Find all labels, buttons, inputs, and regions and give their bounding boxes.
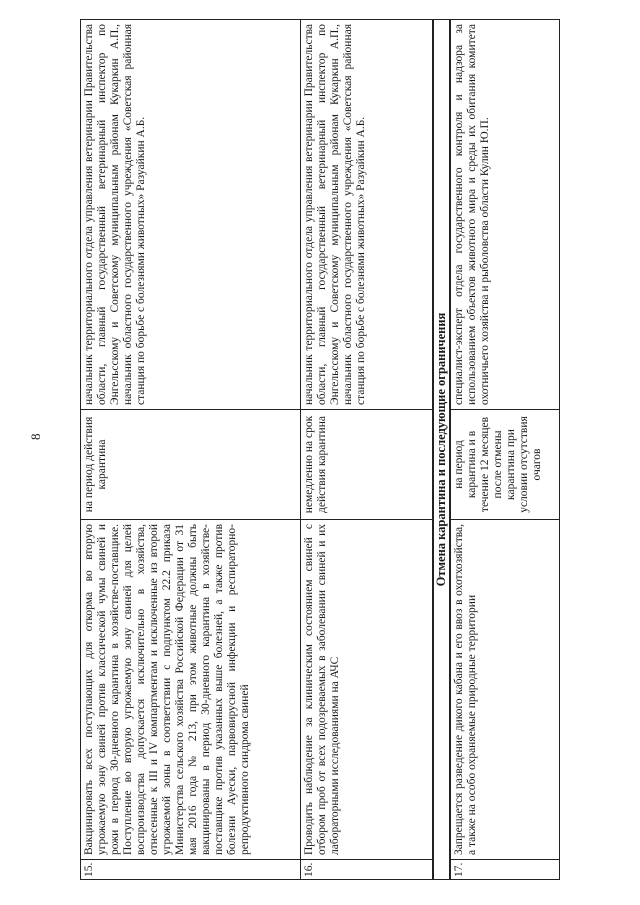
measures-table-rotated bbox=[80, 20, 560, 880]
period-text: немедленно на срок действия карантина bbox=[301, 410, 433, 520]
section-row bbox=[433, 20, 450, 880]
section-title: Отмена карантина и последующие ограничения bbox=[433, 20, 450, 880]
responsible-text: начальник территориального отдела управления ветеринарии Правительства области, главный государственный ветеринарный инспектор по Энгельсскому и Советскому муниципальным районам Кукаркин А.П., начальник областного государственного учреждения «Советская районная станция по борьбе с болезнями животных» Разуайкин А.Б. bbox=[81, 20, 301, 410]
row-number: 16. bbox=[301, 860, 433, 880]
responsible-text: начальник территориального отдела управления ветеринарии Правительства области, главный государственный ветеринарный инспектор по Энгельсскому и Советскому муниципальным районам Кукаркин А.П., начальник областного государственного учреждения «Советская районная станция по борьбе с болезнями животных» Разуайкин А.Б. bbox=[301, 20, 433, 410]
measure-text: Проводить наблюдение за клиническим состоянием свиней с отбором проб от всех подозреваемых в заболевании свиней и их лабораторными исследованиями на АЧС bbox=[301, 520, 433, 860]
row-number: 15. bbox=[81, 860, 301, 880]
measures-table bbox=[80, 19, 560, 880]
table-row bbox=[81, 20, 301, 880]
period-text: на период карантина и в течение 12 месяцев после отмены карантина при условии отсутствия очагов bbox=[450, 410, 560, 520]
table-row bbox=[301, 20, 433, 880]
page-number: 8 bbox=[28, 433, 43, 440]
responsible-text: специалист-эксперт отдела государственного контроля и надзора за использованием объектов животного мира и среды их обитания комитета охотничьего хозяйства и рыболовства области Кулин Ю.П. bbox=[450, 20, 560, 410]
measure-text: Запрещается разведение дикого кабана и его ввоз в охотхозяйства, а также на особо охраняемые природные территории bbox=[450, 520, 560, 860]
measure-text: Вакцинировать всех поступающих для откорма во вторую угрожаемую зону свиней против классической чумы свиней и рожи в период 30-дневного карантина в хозяйстве-поставщике. Поступление во вторую угрожаемую зону свиней для целей воспроизводства допускается исключительно в хозяйства, отнесенные к III и IV компартментам и исключенные из второй угрожаемой зоны в соответствии с подпунктом 22.2 приказа Министерства сельского хозяйства Российской Федерации от 31 мая 2016 года № 213, при этом животные должны быть вакцинированы в период 30-дневного карантина в хозяйстве-поставщике против указанных выше болезней, а также против болезни Ауески, парвовирусной инфекции и респираторно-репродуктивного синдрома свиней bbox=[81, 520, 301, 860]
period-text: на период действия карантина bbox=[81, 410, 301, 520]
table-row bbox=[450, 20, 560, 880]
row-number: 17. bbox=[450, 860, 560, 880]
